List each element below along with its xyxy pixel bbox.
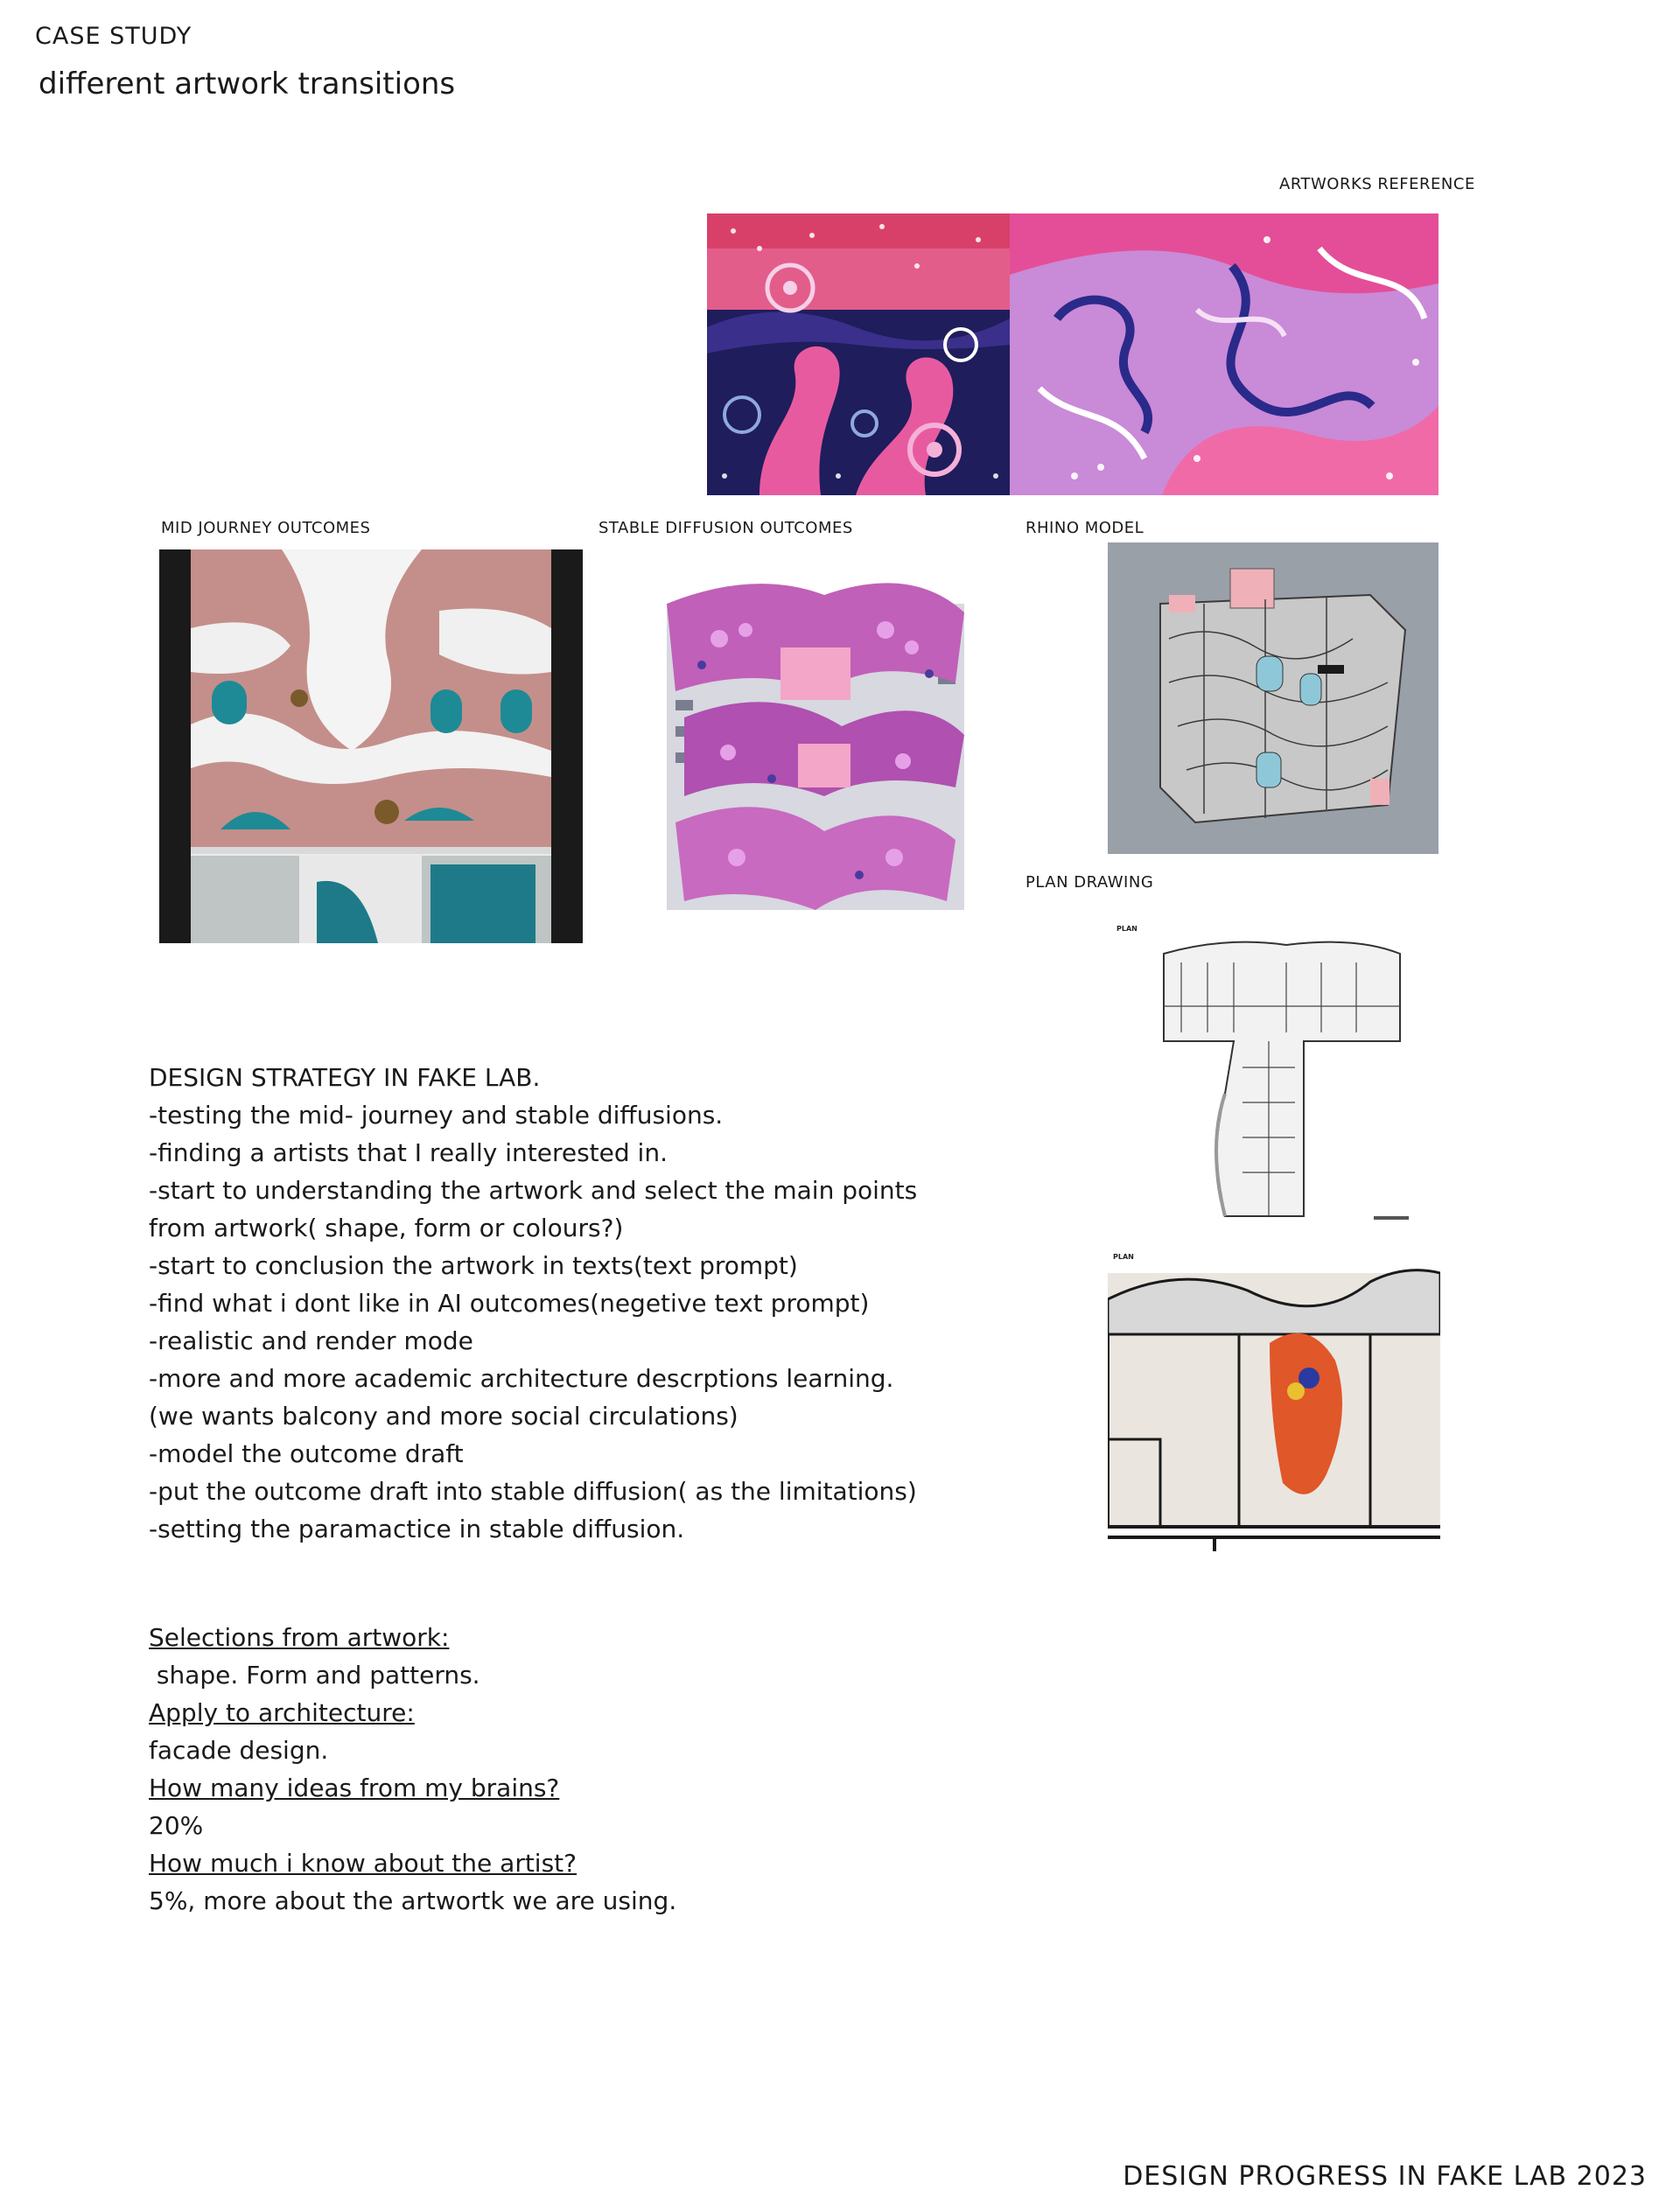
artworks-reference-label: ARTWORKS REFERENCE [1279,175,1475,193]
plan2-title: PLAN [1113,1253,1134,1261]
answer-selections: shape. Form and patterns. [149,1661,480,1690]
strategy-line: -find what i dont like in AI outcomes(negetive text prompt) [149,1289,870,1318]
selections-qa [149,1619,676,1920]
page-title: different artwork transitions [38,66,456,101]
answer-artist: 5%, more about the artwortk we are using. [149,1886,677,1915]
plan1-title: PLAN [1116,925,1138,933]
plan-drawing-2 [1108,1247,1440,1553]
artworks-reference-image [707,213,1438,495]
strategy-line: -start to conclusion the artwork in texts(text prompt) [149,1251,798,1280]
question-ideas: How many ideas from my brains? [149,1774,560,1802]
strategy-line: -model the outcome draft [149,1439,464,1468]
plan-drawing-1 [1111,919,1440,1230]
question-apply: Apply to architecture: [149,1698,415,1727]
mid-journey-image [159,549,583,943]
stable-diffusion-label: STABLE DIFFUSION OUTCOMES [598,519,853,537]
plan-drawing-label: PLAN DRAWING [1026,873,1154,892]
strategy-line: -start to understanding the artwork and select the main points [149,1176,918,1205]
strategy-line: -testing the mid- journey and stable diffusions. [149,1101,724,1130]
strategy-line: (we wants balcony and more social circulations) [149,1402,738,1431]
strategy-line: -setting the paramactice in stable diffusion. [149,1515,685,1543]
stable-diffusion-image [649,569,982,920]
question-artist: How much i know about the artist? [149,1849,578,1878]
strategy-line: -finding a artists that I really interested in. [149,1138,668,1167]
strategy-line: -realistic and render mode [149,1326,473,1355]
strategy-heading: DESIGN STRATEGY IN FAKE LAB. [149,1063,541,1092]
rhino-model-image [1108,542,1438,854]
case-study-kicker: CASE STUDY [35,23,192,50]
question-selections: Selections from artwork: [149,1623,450,1652]
mid-journey-label: MID JOURNEY OUTCOMES [161,519,371,537]
footer-title: DESIGN PROGRESS IN FAKE LAB 2023 [1123,2161,1647,2192]
strategy-line: -more and more academic architecture descrptions learning. [149,1364,894,1393]
strategy-line: -put the outcome draft into stable diffusion( as the limitations) [149,1477,917,1506]
answer-ideas: 20% [149,1811,204,1840]
rhino-model-label: RHINO MODEL [1026,519,1144,537]
answer-apply: facade design. [149,1736,329,1765]
design-strategy [149,1059,936,1548]
strategy-line: from artwork( shape, form or colours?) [149,1214,624,1242]
